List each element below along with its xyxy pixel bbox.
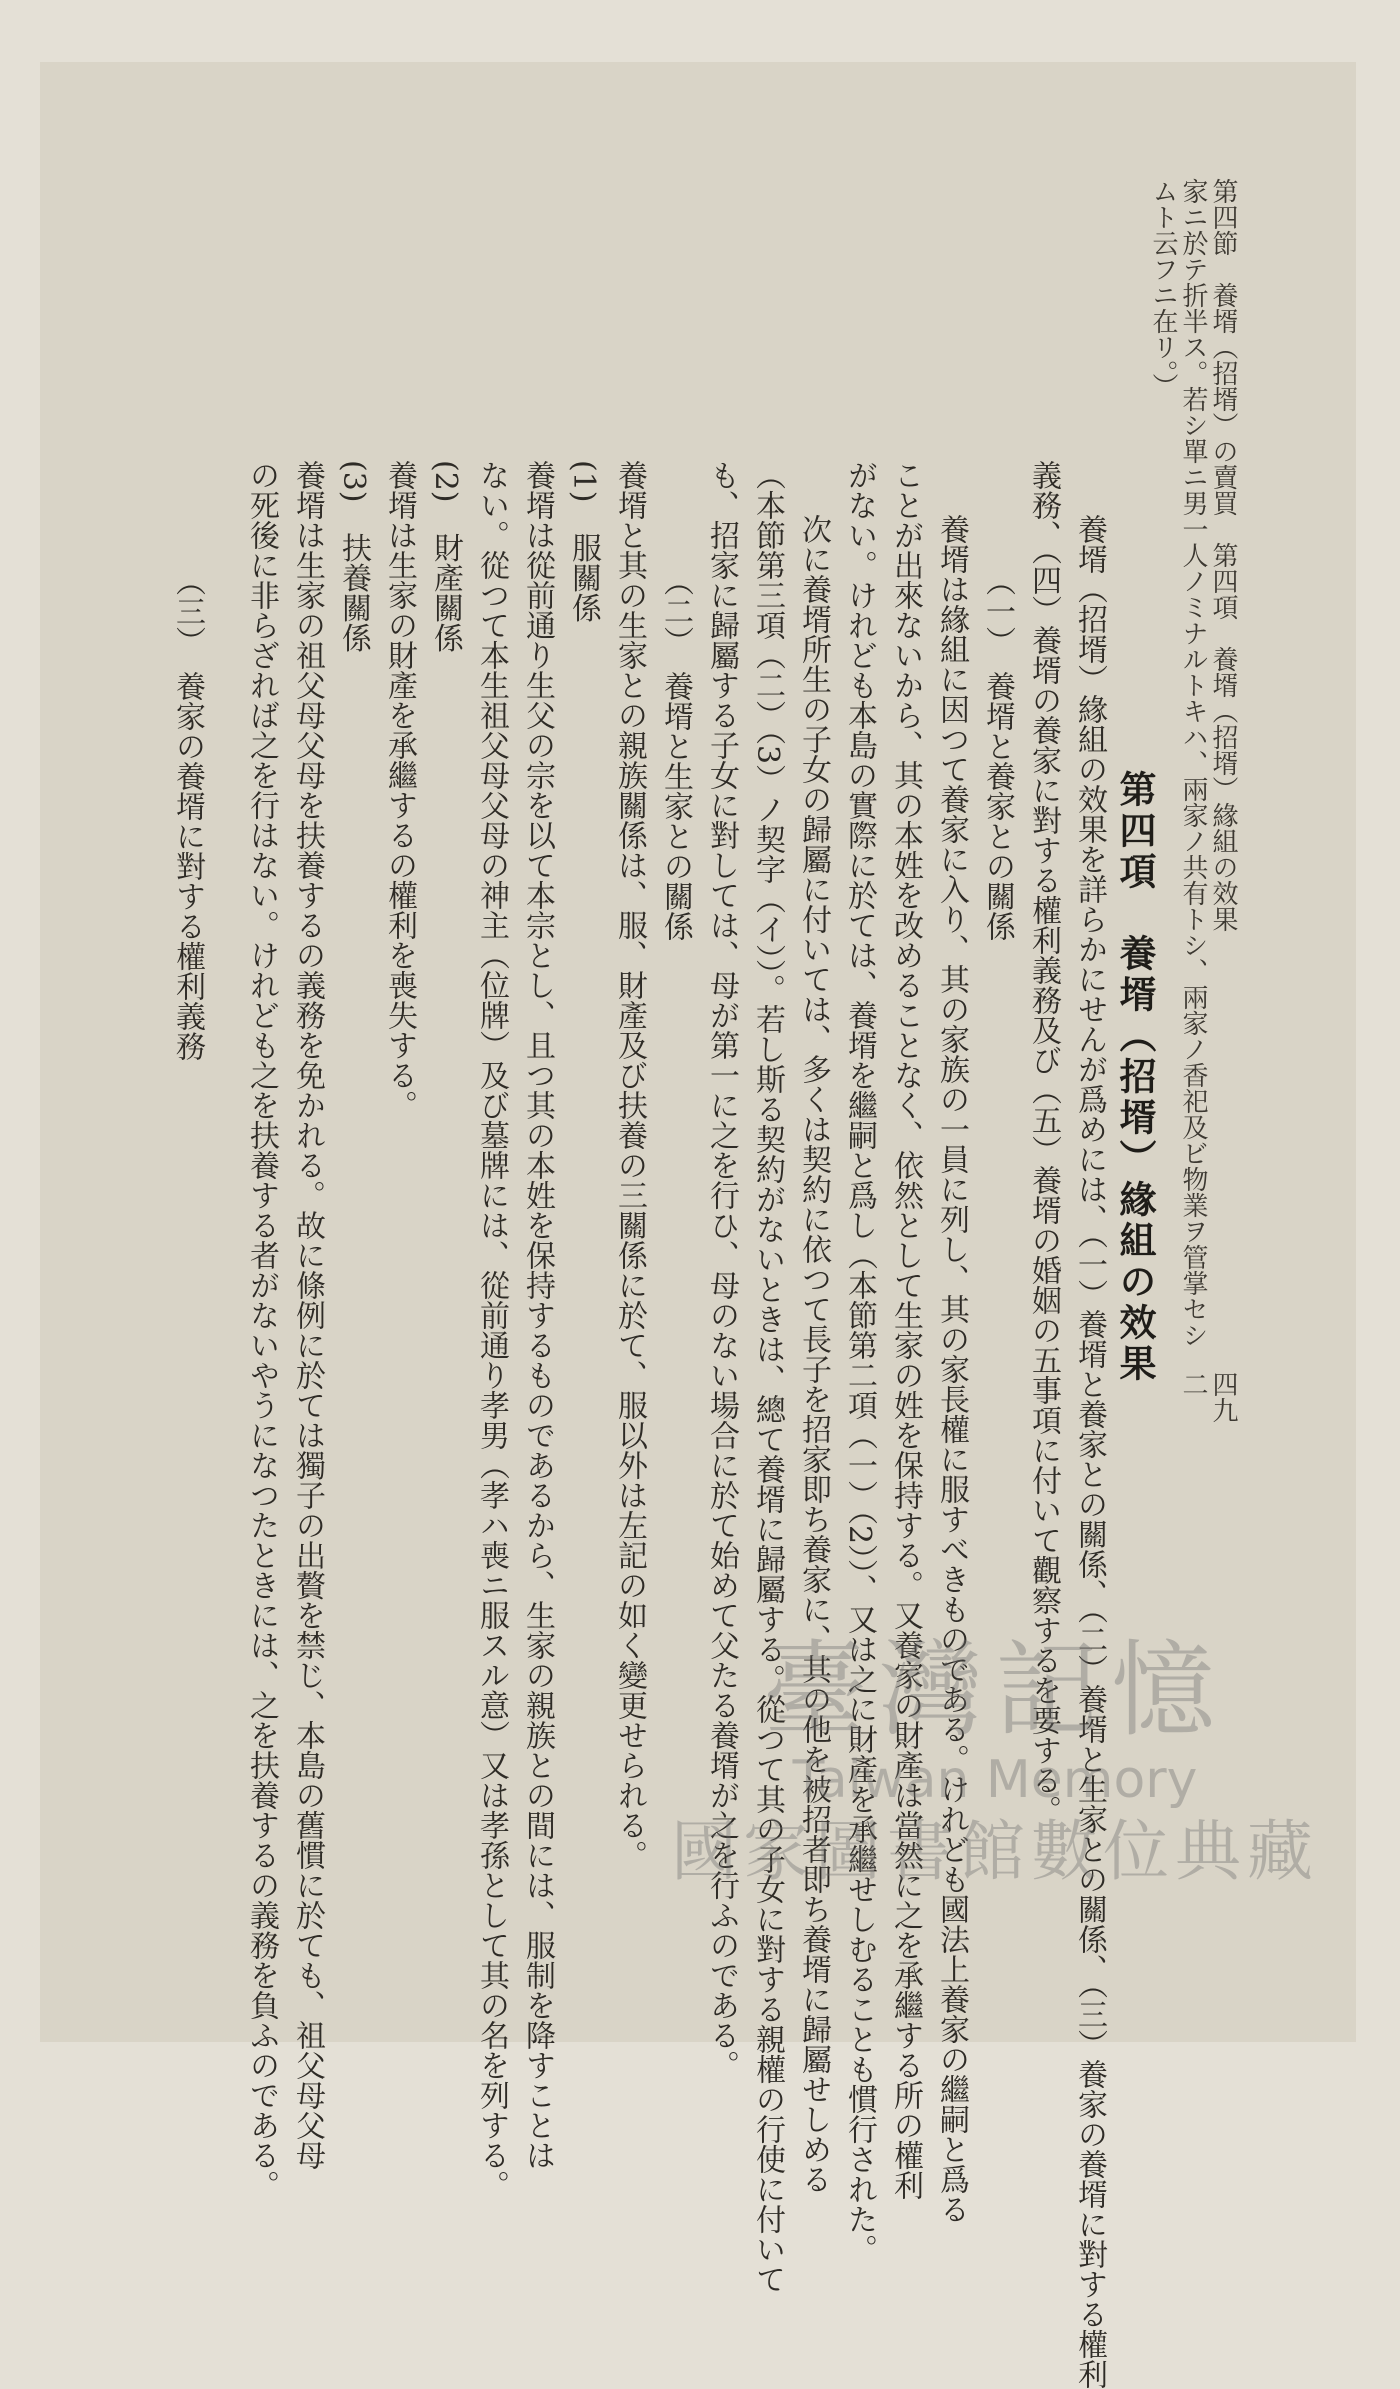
item-3-line-2: の死後に非らざれば之を行はない。けれども之を扶養する者がないやうになつたときには、之を扶養するの義務を負ふのである。 (244, 460, 279, 2200)
paragraph-2-line-1: 次に養壻所生の子女の歸屬に付いては、多くは契約に依つて長子を招家即ち養家に、其の他を被招者即ち養壻に歸屬せしめる (796, 514, 831, 2194)
column-gap (210, 460, 238, 1840)
subsection-1-heading: （一） 養壻と養家との關係 (980, 566, 1015, 941)
page-number: 四九二 (1178, 1371, 1238, 1424)
page-header (1148, 178, 1238, 1438)
watermark-english: Taiwan Memory (792, 1750, 1198, 1810)
item-1-heading: (1) 服關係 (566, 460, 601, 623)
item-1-line-1: 養壻は從前通り生父の宗を以て本宗とし、且つ其の本姓を保持するものであるから、生家の親族との間には、服制を降すことは (520, 460, 555, 2170)
intro-line-1: 養壻（招壻）緣組の效果を詳らかにせんが爲めには、（一）養壻と養家との關係、（二）養壻と生家との關係、（三）養家の養壻に對する權利 (1072, 514, 1107, 2389)
watermark-logo-text: 臺灣記憶 (762, 1629, 1227, 1751)
item-1-line-2: ない。從つて本生祖父母父母の神主（位牌）及び墓牌には、從前通り孝男（孝ハ喪ニ服スル意）又は孝孫として其の名を列する。 (474, 460, 509, 2200)
item-2-line-1: 養壻は生家の財產を承繼するの權利を喪失する。 (382, 460, 417, 1120)
item-2-heading: (2) 財產關係 (428, 460, 463, 653)
intro-line-2: 義務、（四）養壻の養家に對する權利義務及び（五）養壻の婚姻の五事項に付いて觀察するを要する。 (1026, 460, 1061, 1825)
paragraph-1-line-3: がない。けれども本島の實際に於ては、養壻を繼嗣と爲し（本節第二項（一）（2））、又は之に財產を承繼せしむることも慣行された。 (842, 460, 877, 2265)
scanned-page (40, 62, 1356, 2389)
running-head (1148, 178, 1238, 1371)
running-head-line-2: 家ニ於テ折半ス。若シ單ニ男一人ノミナルトキハ、兩家ノ共有トシ、兩家ノ香祀及ビ物業ヲ管掌セシムト云フニ在リ。） (1148, 178, 1208, 1348)
paragraph-2-line-2: （本節第三項（二）（3）ノ契字（イ））。若し斯る契約がないときは、總て養壻に歸屬する。從つて其の子女に對する親權の行使に付いて (750, 460, 785, 2295)
paragraph-1-line-2: ことが出來ないから、其の本姓を改めることなく、依然として生家の姓を保持する。又養家の財產は當然に之を承繼する所の權利 (888, 460, 923, 2200)
paragraph-2-line-3: も、招家に歸屬する子女に對しては、母が第一に之を行ひ、母のない場合に於て始めて父たる養壻が之を行ふのである。 (704, 460, 739, 2080)
section-title: 第四項 養壻（招壻）緣組の效果 (1113, 770, 1157, 1385)
item-3-line-1: 養壻は生家の祖父母父母を扶養するの義務を免かれる。故に條例に於ては獨子の出贅を禁じ、本島の舊慣に於ても、祖父母父母 (290, 460, 325, 2170)
paragraph-1-line-1: 養壻は緣組に因つて養家に入り、其の家族の一員に列し、其の家長權に服すべきものである。けれども國法上養家の繼嗣と爲る (934, 514, 969, 2224)
item-3-heading: (3) 扶養關係 (336, 460, 371, 653)
watermark-organization: 國家圖書館數位典藏 (671, 1813, 1319, 1890)
running-head-line-1: 第四節 養壻（招壻）の賣買 第四項 養壻（招壻）緣組の效果 (1208, 178, 1238, 932)
subsection-3-heading: （三） 養家の養壻に對する權利義務 (170, 566, 205, 1061)
subsection-2-heading: （二） 養壻と生家との關係 (658, 566, 693, 941)
paragraph-3: 養壻と其の生家との親族關係は、服、財產及び扶養の三關係に於て、服以外は左記の如く變更せられる。 (612, 460, 647, 1870)
